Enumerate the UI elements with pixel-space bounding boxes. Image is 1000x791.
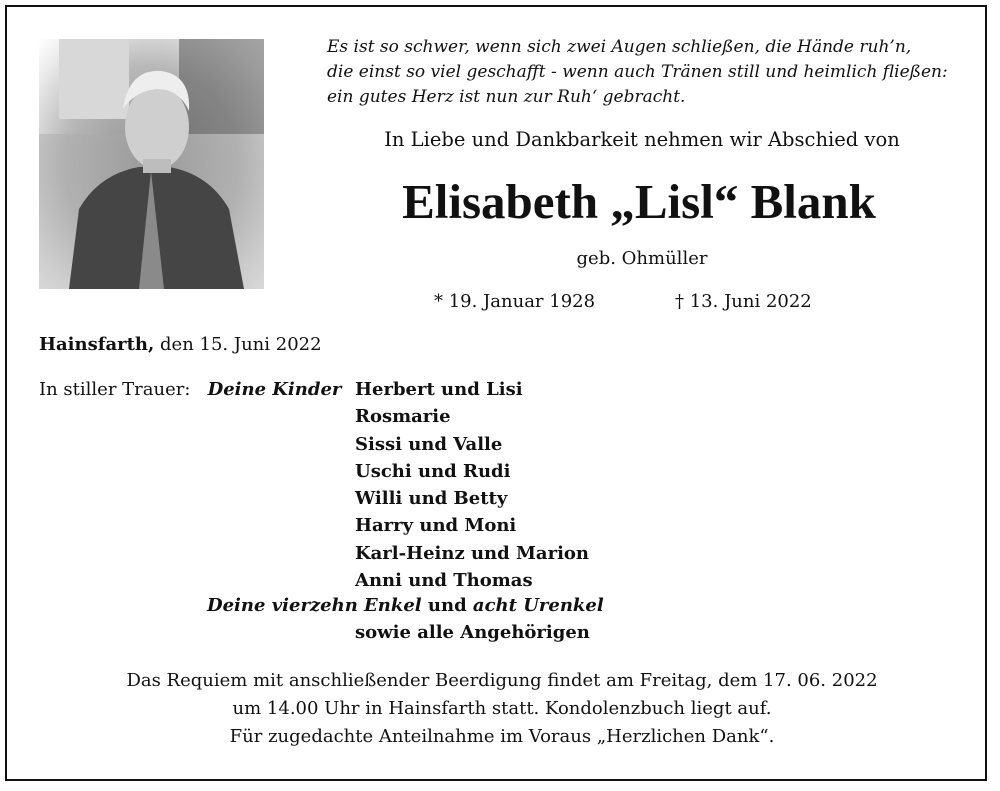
- deceased-name: Elisabeth „Lisl“ Blank: [402, 174, 876, 229]
- list-item: Willi und Betty: [355, 488, 508, 510]
- list-item: Anni und Thomas: [355, 570, 533, 592]
- children-label: Deine Kinder: [207, 379, 342, 400]
- portrait-photo: [39, 39, 264, 289]
- farewell-intro: In Liebe und Dankbarkeit nehmen wir Abschied von: [384, 128, 900, 151]
- list-item: Harry und Moni: [355, 515, 517, 537]
- obituary-frame: [5, 5, 987, 781]
- service-line: um 14.00 Uhr in Hainsfarth statt. Kondolenzbuch liegt auf.: [232, 698, 772, 719]
- mourning-label-text: In stiller Trauer:: [39, 379, 191, 400]
- memorial-quote: [327, 35, 948, 110]
- list-item: Rosmarie: [355, 406, 451, 428]
- list-item: Uschi und Rudi: [355, 460, 511, 482]
- list-item: Herbert und Lisi: [355, 379, 523, 400]
- place-name: Hainsfarth,: [39, 334, 155, 355]
- relatives-line: sowie alle Angehörigen: [355, 622, 590, 643]
- children-list: [355, 376, 589, 594]
- death-date: † 13. Juni 2022: [675, 291, 812, 312]
- service-line: Das Requiem mit anschließender Beerdigung findet am Freitag, dem 17. 06. 2022: [126, 670, 878, 691]
- quote-line: ein gutes Herz ist nun zur Ruh‘ gebracht.: [327, 87, 686, 107]
- notice-date: den 15. Juni 2022: [154, 334, 322, 355]
- list-item: Sissi und Valle: [355, 433, 503, 455]
- service-notice: [67, 667, 937, 751]
- grandchildren-label: Deine vierzehn Enkel: [207, 595, 422, 616]
- conjunction: und: [421, 595, 473, 616]
- maiden-name: geb. Ohmüller: [576, 248, 708, 269]
- place-date-line: [39, 334, 322, 355]
- portrait-illustration: [39, 39, 264, 289]
- quote-line: die einst so viel geschafft - wenn auch Tränen still und heimlich fließen:: [327, 62, 948, 82]
- quote-line: Es ist so schwer, wenn sich zwei Augen schließen, die Hände ruh’n,: [327, 37, 912, 57]
- mourning-label: [39, 379, 341, 400]
- grandchildren-line: [207, 595, 604, 616]
- great-grandchildren-label: acht Urenkel: [472, 595, 604, 616]
- list-item: Karl-Heinz und Marion: [355, 542, 589, 564]
- service-line: Für zugedachte Anteilnahme im Voraus „Herzlichen Dank“.: [229, 726, 775, 747]
- birth-date: * 19. Januar 1928: [434, 291, 596, 312]
